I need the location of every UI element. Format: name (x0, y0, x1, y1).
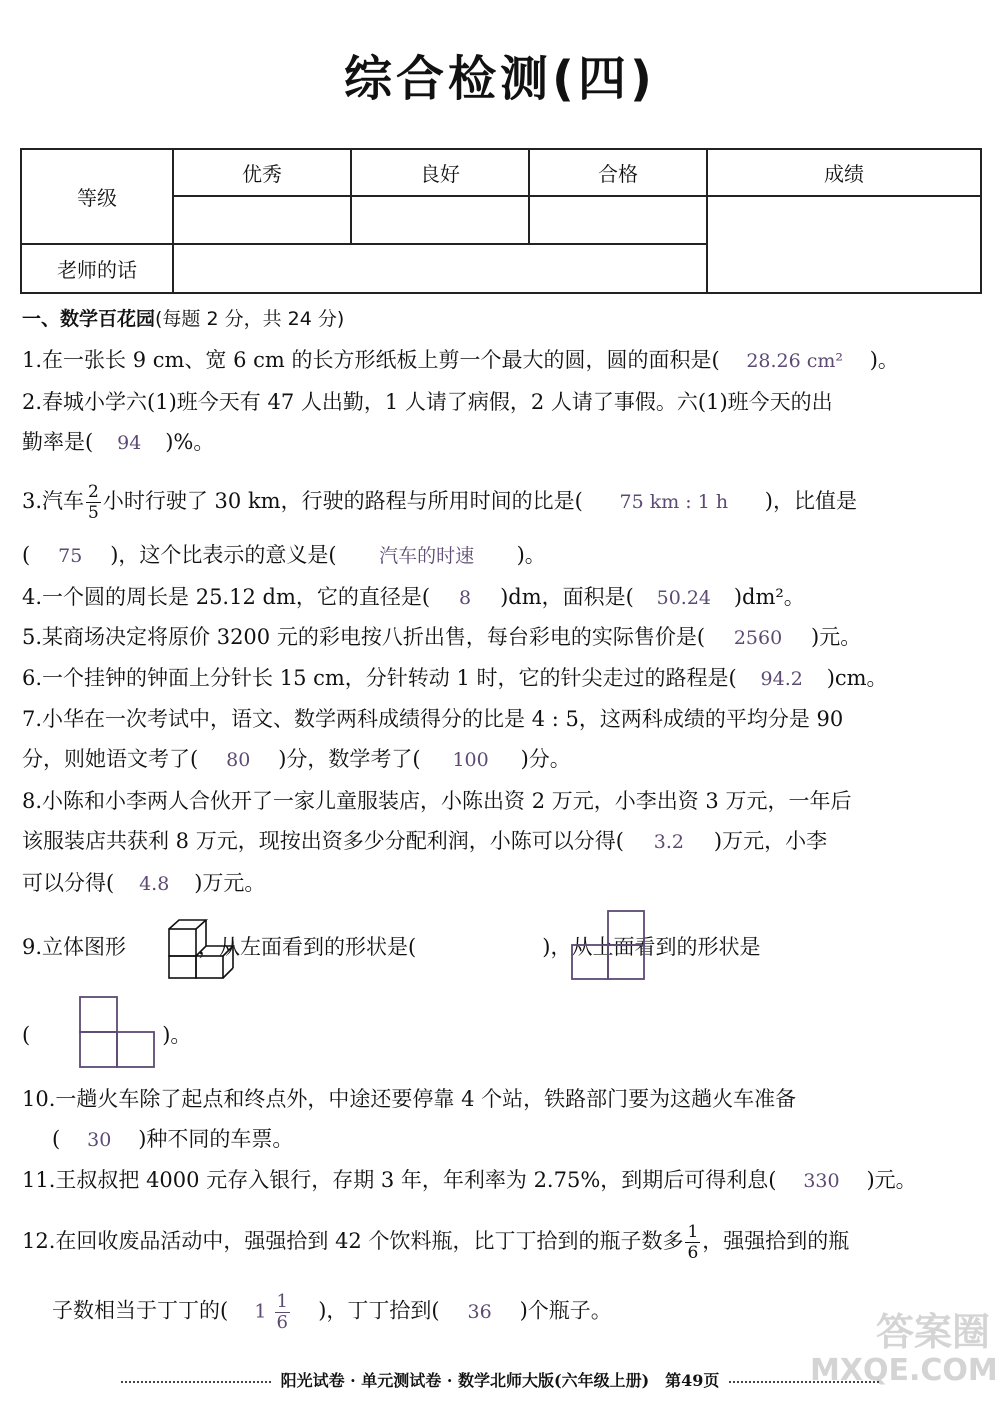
teacher-label: 老师的话 (21, 244, 173, 293)
answer-12-ratio: 1 $\frac{1}{6}$ (254, 1291, 288, 1333)
answer-1: 28.26 cm² (746, 350, 844, 372)
watermark-logo: 答案圈 MXQE.COM (810, 1310, 998, 1388)
question-5: 5.某商场决定将原价 3200 元的彩电按八折出售，每台彩电的实际售价是( 2560 )元。 (22, 620, 992, 655)
level-label: 等级 (21, 149, 173, 244)
question-3-line-1: 3.汽车 $\frac{2}{5}$ 小时行驶了 30 km，行驶的路程与所用时间的比是( 75 km : 1 h )，比值是 (22, 482, 857, 523)
answer-10: 30 (87, 1129, 112, 1151)
footer-dots-left (121, 1381, 271, 1383)
col-pass: 合格 (529, 149, 707, 196)
question-2-line-1: 2.春城小学六(1)班今天有 47 人出勤，1 人请了病假，2 人请了事假。六(1)班今天的出 (22, 390, 833, 414)
cell-excellent[interactable] (173, 196, 351, 244)
answer-11: 330 (803, 1170, 840, 1192)
question-11: 11.王叔叔把 4000 元存入银行，存期 3 年，年利率为 2.75%，到期后可得利息( 330 )元。 (22, 1163, 992, 1198)
cell-good[interactable] (351, 196, 529, 244)
top-view-answer-figure (76, 995, 158, 1069)
question-4: 4.一个圆的周长是 25.12 dm，它的直径是( 8 )dm，面积是( 50.24 )dm²。 (22, 580, 992, 615)
answer-2: 94 (117, 432, 142, 454)
answer-4-area: 50.24 (656, 587, 712, 609)
question-9-line-2: ( )。 (22, 1023, 192, 1047)
fraction-2-5: $\frac{2}{5}$ (88, 482, 99, 523)
page-title: 综合检测(四) (344, 51, 656, 107)
answer-5: 2560 (733, 627, 783, 649)
question-10-line-2: ( 30 )种不同的车票。 (52, 1122, 1000, 1157)
answer-7-chinese: 80 (226, 749, 251, 771)
cell-pass[interactable] (529, 196, 707, 244)
answer-12-count: 36 (467, 1300, 492, 1323)
question-8-line-1: 8.小陈和小李两人合伙开了一家儿童服装店，小陈出资 2 万元，小李出资 3 万元，一年后 (22, 789, 852, 813)
page-footer: 阳光试卷 · 单元测试卷 · 数学北师大版(六年级上册) 第49页 (20, 1368, 980, 1391)
question-9-line-1: 9.立体图形 ，从左面看到的形状是( )，从上面看到的形状是 (22, 935, 761, 959)
footer-dots-right (729, 1381, 879, 1383)
teacher-comment-cell[interactable] (173, 244, 707, 293)
answer-6: 94.2 (760, 668, 803, 690)
score-label: 成绩 (707, 149, 981, 196)
answer-4-diameter: 8 (459, 587, 472, 609)
fraction-1-6: $\frac{1}{6}$ (687, 1222, 699, 1263)
solid-figure (166, 916, 236, 980)
section-heading: 一、数学百花园(每题 2 分，共 24 分) (22, 308, 345, 330)
answer-3-ratio: 75 km : 1 h (619, 491, 729, 513)
question-10-line-1: 10.一趟火车除了起点和终点外，中途还要停靠 4 个站，铁路部门要为这趟火车准备 (22, 1087, 797, 1111)
question-2-line-2: 勤率是( 94 )%。 (22, 425, 992, 460)
question-7-line-1: 7.小华在一次考试中，语文、数学两科成绩得分的比是 4 : 5，这两科成绩的平均分是 90 (22, 707, 844, 731)
left-view-answer-figure (568, 909, 648, 981)
question-3-line-2: ( 75 )，这个比表示的意义是( 汽车的时速 )。 (22, 538, 992, 573)
question-6: 6.一个挂钟的钟面上分针长 15 cm，分针转动 1 时，它的针尖走过的路程是( 94.2 )cm。 (22, 661, 992, 696)
answer-8-chen: 3.2 (653, 831, 685, 853)
question-7-line-2: 分，则她语文考了( 80 )分，数学考了( 100 )分。 (22, 742, 992, 777)
score-cell[interactable] (707, 196, 981, 293)
question-8-line-3: 可以分得( 4.8 )万元。 (22, 866, 992, 901)
question-12-line-2: 子数相当于丁丁的( 1 $\frac{1}{6}$ )，丁丁拾到( 36 )个瓶子。 (52, 1291, 612, 1333)
col-good: 良好 (351, 149, 529, 196)
answer-3-value: 75 (58, 545, 83, 567)
question-8-line-2: 该服装店共获利 8 万元，现按出资多少分配利润，小陈可以分得( 3.2 )万元，小李 (22, 824, 992, 859)
answer-8-li: 4.8 (139, 873, 170, 895)
answer-7-math: 100 (452, 749, 489, 771)
col-excellent: 优秀 (173, 149, 351, 196)
answer-3-meaning: 汽车的时速 (379, 545, 475, 567)
grade-table (20, 148, 982, 294)
question-12-line-1: 12.在回收废品活动中，强强拾到 42 个饮料瓶，比丁丁拾到的瓶子数多 $\frac{1}{6}$ ，强强拾到的瓶 (22, 1222, 850, 1263)
question-1: 1.在一张长 9 cm、宽 6 cm 的长方形纸板上剪一个最大的圆，圆的面积是( 28.26 cm² )。 (22, 343, 992, 378)
